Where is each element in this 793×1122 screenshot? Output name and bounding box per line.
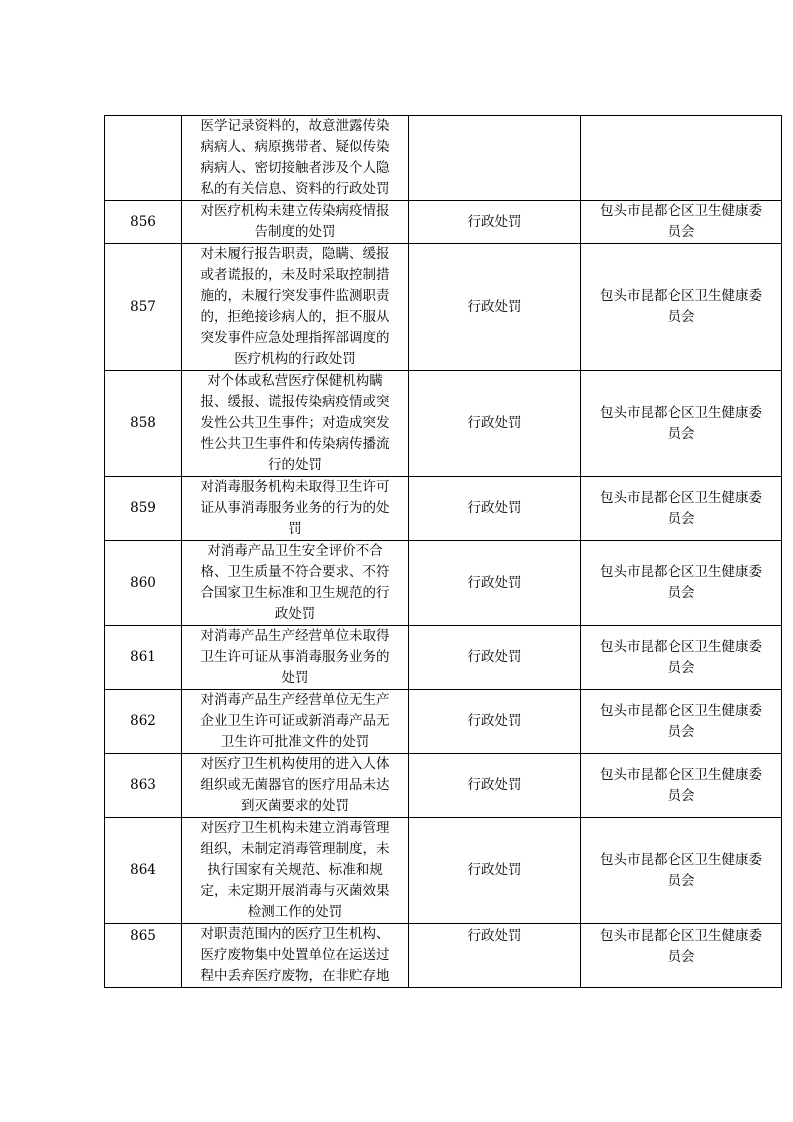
row-item: 医学记录资料的，故意泄露传染 病病人、病原携带者、疑似传染 病病人、密切接触者涉及个人隐 私的有关信息、资料的行政处罚 bbox=[182, 116, 409, 201]
row-item: 对个体或私营医疗保健机构瞒 报、缓报、谎报传染病疫情或突 发性公共卫生事件；对造成突发 性公共卫生事件和传染病传播流 行的处罚 bbox=[182, 371, 409, 477]
row-department: 包头市昆都仑区卫生健康委 员会 bbox=[581, 924, 782, 988]
row-item: 对职责范围内的医疗卫生机构、 医疗废物集中处置单位在运送过 程中丢弃医疗废物，在非贮存地 bbox=[182, 924, 409, 988]
row-department: 包头市昆都仑区卫生健康委 员会 bbox=[581, 541, 782, 626]
row-type: 行政处罚 bbox=[409, 818, 581, 924]
row-number: 856 bbox=[105, 201, 182, 244]
row-type: 行政处罚 bbox=[409, 244, 581, 371]
table-row bbox=[105, 626, 782, 690]
row-type: 行政处罚 bbox=[409, 477, 581, 541]
row-item: 对未履行报告职责，隐瞒、缓报 或者谎报的，未及时采取控制措 施的，未履行突发事件监测职责 的，拒绝接诊病人的，拒不服从 突发事件应急处理指挥部调度的 医疗机构的行政处罚 bbox=[182, 244, 409, 371]
row-item: 对消毒产品生产经营单位未取得 卫生许可证从事消毒服务业务的 处罚 bbox=[182, 626, 409, 690]
row-number: 861 bbox=[105, 626, 182, 690]
row-item: 对医疗机构未建立传染病疫情报 告制度的处罚 bbox=[182, 201, 409, 244]
row-type: 行政处罚 bbox=[409, 626, 581, 690]
row-department: 包头市昆都仑区卫生健康委 员会 bbox=[581, 244, 782, 371]
row-item: 对消毒产品卫生安全评价不合 格、卫生质量不符合要求、不符 合国家卫生标准和卫生规范的行 政处罚 bbox=[182, 541, 409, 626]
row-number: 863 bbox=[105, 754, 182, 818]
row-department: 包头市昆都仑区卫生健康委 员会 bbox=[581, 477, 782, 541]
row-type: 行政处罚 bbox=[409, 201, 581, 244]
row-number: 862 bbox=[105, 690, 182, 754]
row-number: 860 bbox=[105, 541, 182, 626]
row-department: 包头市昆都仑区卫生健康委 员会 bbox=[581, 371, 782, 477]
row-type: 行政处罚 bbox=[409, 690, 581, 754]
row-number: 865 bbox=[105, 924, 182, 988]
row-item: 对消毒产品生产经营单位无生产 企业卫生许可证或新消毒产品无 卫生许可批准文件的处罚 bbox=[182, 690, 409, 754]
row-number: 859 bbox=[105, 477, 182, 541]
row-department: 包头市昆都仑区卫生健康委 员会 bbox=[581, 754, 782, 818]
row-department: 包头市昆都仑区卫生健康委 员会 bbox=[581, 201, 782, 244]
penalty-table bbox=[104, 115, 782, 988]
table-row bbox=[105, 690, 782, 754]
row-department: 包头市昆都仑区卫生健康委 员会 bbox=[581, 626, 782, 690]
row-type: 行政处罚 bbox=[409, 371, 581, 477]
row-type: 行政处罚 bbox=[409, 924, 581, 988]
table-row bbox=[105, 116, 782, 201]
row-item: 对医疗卫生机构未建立消毒管理 组织，未制定消毒管理制度，未 执行国家有关规范、标准和规 定，未定期开展消毒与灭菌效果 检测工作的处罚 bbox=[182, 818, 409, 924]
table-row bbox=[105, 541, 782, 626]
row-department: 包头市昆都仑区卫生健康委 员会 bbox=[581, 690, 782, 754]
table-row bbox=[105, 371, 782, 477]
row-type: 行政处罚 bbox=[409, 541, 581, 626]
row-type bbox=[409, 116, 581, 201]
row-number: 864 bbox=[105, 818, 182, 924]
row-department bbox=[581, 116, 782, 201]
table-row bbox=[105, 244, 782, 371]
row-department: 包头市昆都仑区卫生健康委 员会 bbox=[581, 818, 782, 924]
row-number: 858 bbox=[105, 371, 182, 477]
table-row bbox=[105, 754, 782, 818]
table-row bbox=[105, 924, 782, 988]
row-number bbox=[105, 116, 182, 201]
table-row bbox=[105, 818, 782, 924]
row-number: 857 bbox=[105, 244, 182, 371]
row-item: 对消毒服务机构未取得卫生许可 证从事消毒服务业务的行为的处 罚 bbox=[182, 477, 409, 541]
row-type: 行政处罚 bbox=[409, 754, 581, 818]
row-item: 对医疗卫生机构使用的进入人体 组织或无菌器官的医疗用品未达 到灭菌要求的处罚 bbox=[182, 754, 409, 818]
table-row bbox=[105, 477, 782, 541]
table-row bbox=[105, 201, 782, 244]
